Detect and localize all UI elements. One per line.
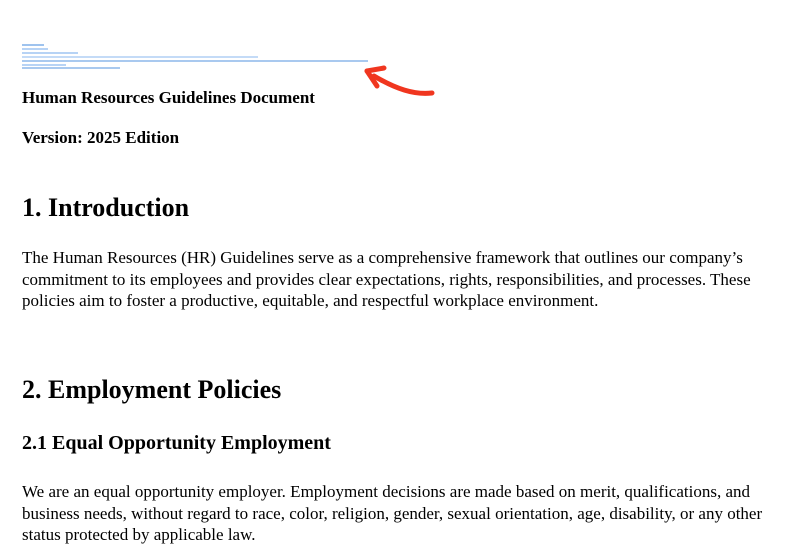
subsection-body-equal-opportunity: We are an equal opportunity employer. Employment decisions are made based on merit, qualifications, and business needs, without regard to race, color, religion, gender, sexual orientation, age, disability, or any other status protected by applicable law. (22, 482, 763, 544)
section-body-introduction: The Human Resources (HR) Guidelines serve as a comprehensive framework that outlines our company’s commitment to its employees and provides clear expectations, rights, responsibilities, and processes. These policies aim to foster a productive, equitable, and respectful workplace environment. (22, 248, 751, 310)
document-version: Version: 2025 Edition (22, 128, 180, 147)
subsection-heading-equal-opportunity: 2.1 Equal Opportunity Employment (22, 432, 331, 454)
document-title: Human Resources Guidelines Document (22, 88, 315, 107)
selection-line (22, 56, 258, 58)
section-heading-introduction: 1. Introduction (22, 193, 190, 222)
text-selection-highlight[interactable] (22, 42, 382, 72)
selection-line (22, 52, 78, 54)
selection-line (22, 44, 44, 46)
selection-line (22, 60, 368, 62)
selection-line (22, 64, 66, 66)
annotation-arrow-icon (362, 62, 438, 104)
selection-line (22, 67, 120, 69)
section-heading-employment-policies: 2. Employment Policies (22, 375, 282, 404)
selection-line (22, 48, 48, 50)
